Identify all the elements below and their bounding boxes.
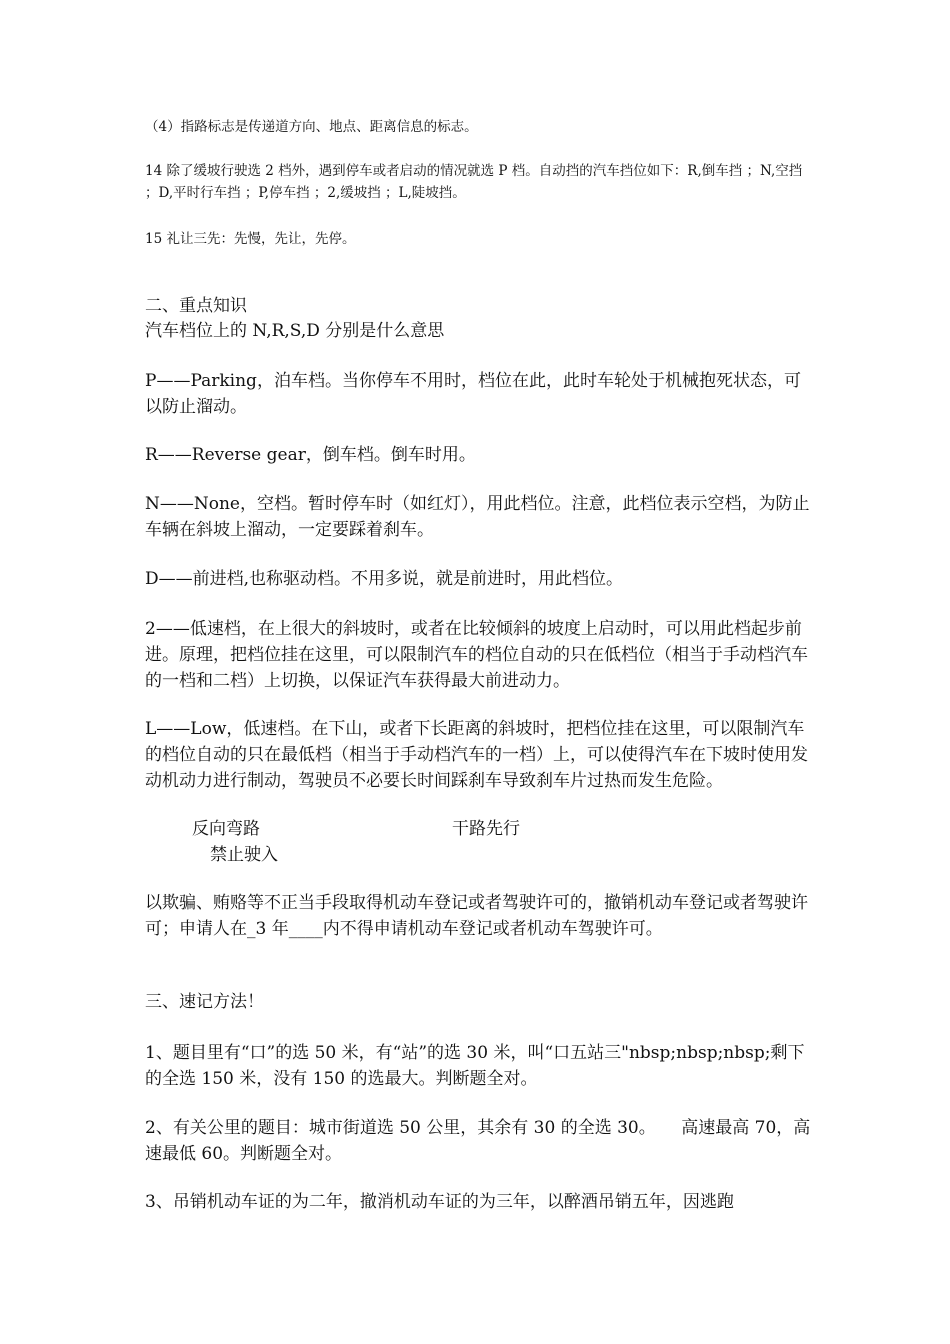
paragraph-gear-question: 汽车档位上的 N,R,S,D 分别是什么意思 bbox=[145, 321, 445, 341]
paragraph-gear-p: P——Parking，泊车档。当你停车不用时，档位在此，此时车轮处于机械抱死状态，可以防止溜动。 bbox=[145, 371, 801, 417]
paragraph-gear-2: 2——低速档，在上很大的斜坡时，或者在比较倾斜的坡度上启动时，可以用此档起步前进。原理，把档位挂在这里，可以限制汽车的档位自动的只在低档位（相当于手动档汽车的一档和二档）上切换，以保证汽车获得最大前进动力。 bbox=[145, 619, 808, 691]
sign-label-no-entry: 禁止驶入 bbox=[210, 845, 278, 865]
paragraph-gear-d: D——前进档,也称驱动档。不用多说，就是前进时，用此档位。 bbox=[145, 569, 624, 589]
paragraph-tip-1: 1、题目里有“口”的选 50 米，有“站”的选 30 米，叫“口五站三"nbsp;nbsp;nbsp;剩下的全选 150 米，没有 150 的选最大。判断题全对。 bbox=[145, 1043, 805, 1089]
paragraph-gear-n: N——None，空档。暂时停车时（如红灯），用此档位。注意，此档位表示空档，为防止车辆在斜坡上溜动，一定要踩着刹车。 bbox=[145, 494, 810, 540]
section-heading-key-knowledge: 二、重点知识 bbox=[145, 296, 247, 316]
paragraph-tip-3: 3、吊销机动车证的为二年，撤消机动车证的为三年，以醉酒吊销五年，因逃跑 bbox=[145, 1192, 734, 1212]
paragraph-guide-sign: （4）指路标志是传递道方向、地点、距离信息的标志。 bbox=[145, 119, 478, 135]
paragraph-yield-rule: 15 礼让三先：先慢，先让，先停。 bbox=[145, 231, 356, 247]
paragraph-gear-l: L——Low，低速档。在下山，或者下长距离的斜坡时，把档位挂在这里，可以限制汽车的档位自动的只在最低档（相当于手动档汽车的一档）上，可以使得汽车在下坡时使用发动机动力进行制动，驾驶员不必要长时间踩刹车导致刹车片过热而发生危险。 bbox=[145, 719, 808, 791]
paragraph-tip-2: 2、有关公里的题目：城市街道选 50 公里，其余有 30 的全选 30。 高速最高 70，高速最低 60。判断题全对。 bbox=[145, 1118, 811, 1164]
paragraph-gear-r: R——Reverse gear，倒车档。倒车时用。 bbox=[145, 445, 476, 465]
paragraph-gear-intro: 14 除了缓坡行驶选 2 档外，遇到停车或者启动的情况就选 P 档。自动挡的汽车挡位如下：R,倒车挡 ；N,空挡 ；D,平时行车挡 ；P,停车挡 ；2,缓坡挡 ；L,陡坡挡。 bbox=[145, 163, 803, 201]
section-heading-memory-tips: 三、速记方法！ bbox=[145, 992, 264, 1012]
sign-label-reverse-curve: 反向弯路 bbox=[192, 819, 260, 839]
sign-label-main-road-priority: 干路先行 bbox=[452, 819, 520, 839]
paragraph-license-revocation: 以欺骗、贿赂等不正当手段取得机动车登记或者驾驶许可的，撤销机动车登记或者驾驶许可；申请人在_3 年____内不得申请机动车登记或者机动车驾驶许可。 bbox=[145, 893, 808, 939]
